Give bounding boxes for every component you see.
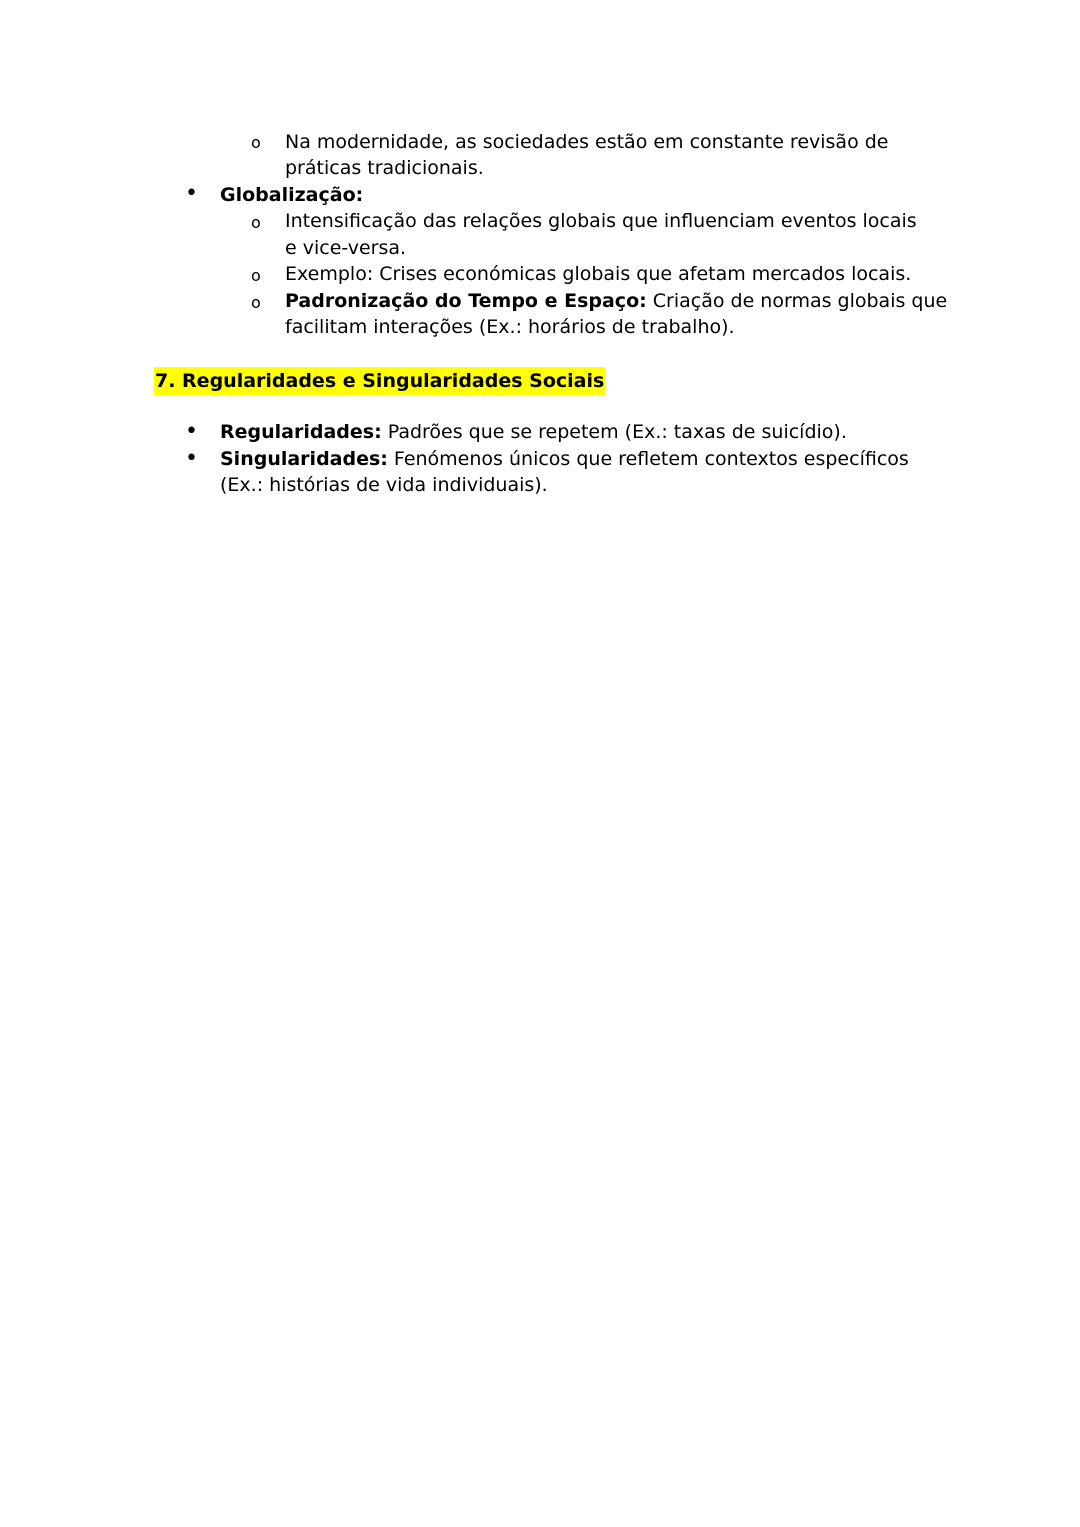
singularidades-line-1: Singularidades: Fenómenos únicos que refletem contextos específicos <box>220 448 909 470</box>
globalizacao-sub1-line-1: Intensificação das relações globais que influenciam eventos locais <box>285 210 917 232</box>
modernidade-line-2: práticas tradicionais. <box>285 157 484 179</box>
modernidade-line-1: Na modernidade, as sociedades estão em constante revisão de <box>285 131 889 153</box>
dot-bullet-icon: • <box>185 181 198 206</box>
dot-bullet-icon: • <box>185 419 198 444</box>
regularidades-line: Regularidades: Padrões que se repetem (Ex.: taxas de suicídio). <box>220 421 847 443</box>
globalizacao-sub3-line-1: Padronização do Tempo e Espaço: Criação de normas globais que <box>285 290 948 312</box>
circle-bullet-icon: o <box>251 266 261 285</box>
globalizacao-sub1-line-2: e vice-versa. <box>285 237 407 259</box>
dot-bullet-icon: • <box>185 446 198 471</box>
singularidades-line-2: (Ex.: histórias de vida individuais). <box>220 474 548 496</box>
globalizacao-sub2-line-1: Exemplo: Crises económicas globais que afetam mercados locais. <box>285 263 912 285</box>
circle-bullet-icon: o <box>251 293 261 312</box>
globalizacao-label: Globalização: <box>220 184 364 206</box>
circle-bullet-icon: o <box>251 213 261 232</box>
circle-bullet-icon: o <box>251 133 261 152</box>
section-heading: 7. Regularidades e Singularidades Sociais <box>154 367 605 395</box>
globalizacao-sub3-line-2: facilitam interações (Ex.: horários de trabalho). <box>285 316 735 338</box>
